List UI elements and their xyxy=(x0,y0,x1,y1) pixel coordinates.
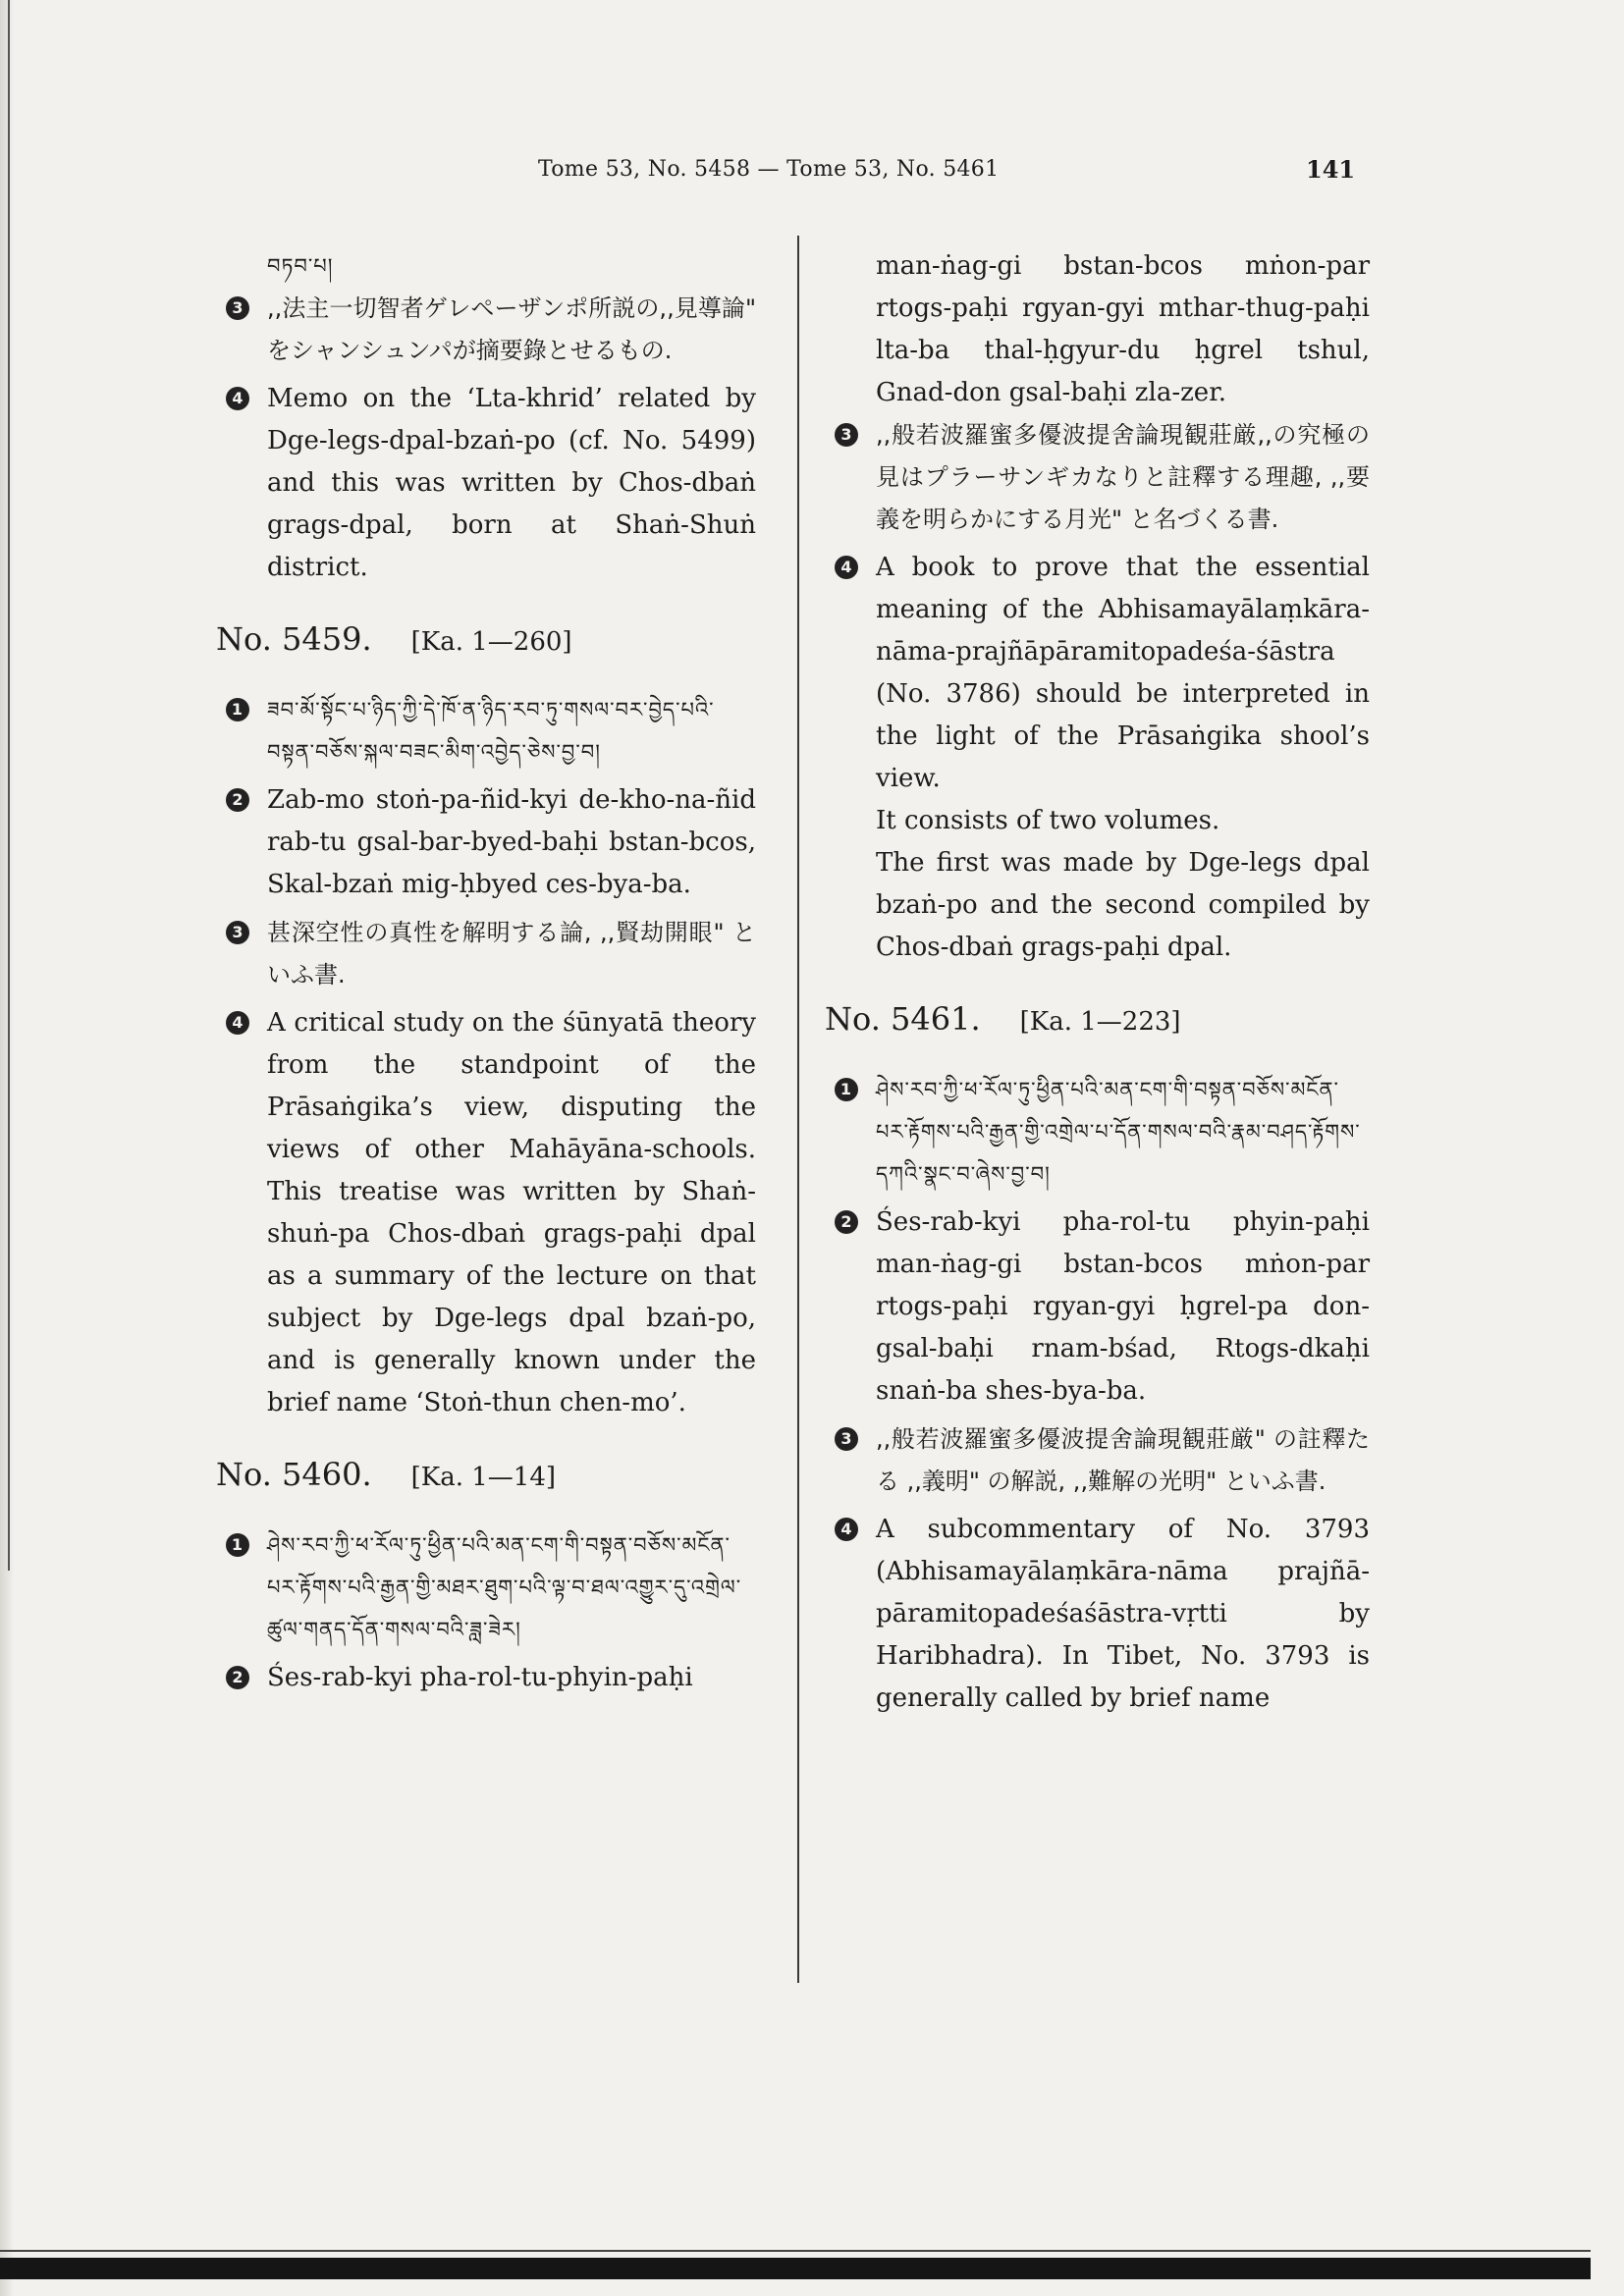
japanese-title xyxy=(835,414,1370,541)
english-note xyxy=(835,547,1370,800)
tibetan-text: ཟབ་མོ་སྟོང་པ་ཉིད་ཀྱི་དེ་ཁོ་ན་ཉིད་རབ་ཏུ་གསལ་བར་བྱེད་པའི་བསྟན་བཅོས་སྐལ་བཟང་མིག་འབྱེད་ཅེས་བྱ་བ། xyxy=(267,698,715,764)
marker-3: 3 xyxy=(835,423,858,447)
tibetan-text: ཤེས་རབ་ཀྱི་ཕ་རོལ་ཏུ་ཕྱིན་པའི་མན་ངག་གི་བསྟན་བཅོས་མངོན་པར་རྟོགས་པའི་རྒྱན་གྱི་འགྲེལ་པ་དོན་གསལ་བའི་རྣམ་བཤད་རྟོགས་དཀའི་སྣང་བ་ཞེས་བྱ་བ། xyxy=(876,1078,1361,1186)
entry-heading-5460 xyxy=(216,1454,756,1499)
entry-range: [Ka. 1—260] xyxy=(410,627,572,657)
entry-number: No. 5461. xyxy=(825,1000,981,1038)
english-note xyxy=(835,1509,1370,1720)
english-text: A critical study on the śūnyatā theory from the standpoint of the Prāsaṅgika’s view, disputing the views of other Mahāyāna-schools. This treatise was written by Shaṅ-shuṅ-pa Chos-dbaṅ grags-paḥi dpal as a summary of the lecture on that subject by Dge-legs dpal bzaṅ-po, and is generally known under the brief name ‘Stoṅ-thun chen-mo’. xyxy=(267,1008,756,1417)
page-number: 141 xyxy=(1306,155,1356,184)
japanese-title xyxy=(226,288,756,372)
english-note xyxy=(226,1002,756,1424)
marker-4: 4 xyxy=(226,1011,249,1035)
transliteration xyxy=(835,1201,1370,1413)
english-text: A book to prove that the essential meaning of the Abhisamayālaṃkāra-nāma-prajñāpāramitopadeśa-śāstra (No. 3786) should be interpreted in the light of the Prāsaṅgika shool’s view. xyxy=(876,553,1370,793)
tibetan-text: ཤེས་རབ་ཀྱི་ཕ་རོལ་ཏུ་ཕྱིན་པའི་མན་ངག་གི་བསྟན་བཅོས་མངོན་པར་རྟོགས་པའི་རྒྱན་གྱི་མཐར་ཐུག་པའི་ལྟ་བ་ཐལ་འགྱུར་དུ་འགྲེལ་ཚུལ་གནད་དོན་གསལ་བའི་ཟླ་ཟེར། xyxy=(267,1533,742,1641)
transliteration-text: Śes-rab-kyi pha-rol-tu-phyin-paḥi xyxy=(267,1663,693,1692)
marker-4: 4 xyxy=(835,1518,858,1541)
marker-4: 4 xyxy=(835,556,858,579)
scan-edge xyxy=(0,0,14,2296)
entry-number: No. 5459. xyxy=(216,620,372,658)
entry-range: [Ka. 1—223] xyxy=(1019,1007,1181,1037)
bottom-scan-bar xyxy=(0,2258,1591,2279)
marker-2: 2 xyxy=(226,788,249,812)
entry-number: No. 5460. xyxy=(216,1456,372,1493)
tibetan-title xyxy=(835,1069,1370,1196)
marker-2: 2 xyxy=(226,1666,249,1689)
english-text: It consists of two volumes. xyxy=(876,806,1220,835)
tibetan-title xyxy=(226,689,756,774)
japanese-text: ,,般若波羅蜜多優波提舍論現観莊厳" の註釋たる ,,義明" の解説, ,,難解の光明" といふ書. xyxy=(876,1425,1370,1495)
bottom-rule xyxy=(0,2250,1591,2252)
marker-3: 3 xyxy=(226,921,249,944)
transliteration-continued: man-ṅag-gi bstan-bcos mṅon-par rtogs-paḥi rgyan-gyi mthar-thug-paḥi lta-ba thal-ḥgyur-du ḥgrel tshul, Gnad-don gsal-baḥi zla-zer. xyxy=(876,251,1370,407)
japanese-text: ,,法主一切智者ゲレペーザンポ所説の,,見導論" をシャンシュンパが摘要錄とせるもの. xyxy=(267,294,756,364)
japanese-text: 甚深空性の真性を解明する論, ,,賢劫開眼" といふ書. xyxy=(267,919,756,988)
binding-edge-line xyxy=(8,0,10,1571)
marker-1: 1 xyxy=(226,1533,249,1557)
entry-heading-5459 xyxy=(216,618,756,664)
english-text: The first was made by Dge-legs dpal bzaṅ-po and the second compiled by Chos-dbaṅ grags-paḥi dpal. xyxy=(876,848,1370,962)
entry-range: [Ka. 1—14] xyxy=(410,1463,557,1492)
marker-3: 3 xyxy=(226,296,249,320)
english-text: A subcommentary of No. 3793 (Abhisamayālaṃkāra-nāma prajñā-pāramitopadeśaśāstra-vṛtti by Haribhadra). In Tibet, No. 3793 is generally called by brief name xyxy=(876,1515,1370,1713)
tibetan-title-tail: བཏབ་པ། xyxy=(267,254,334,278)
left-column xyxy=(216,245,756,1699)
tibetan-title xyxy=(226,1524,756,1651)
running-head: Tome 53, No. 5458 — Tome 53, No. 5461 xyxy=(538,157,1000,182)
marker-4: 4 xyxy=(226,387,249,410)
transliteration xyxy=(226,779,756,906)
right-column xyxy=(825,245,1370,1720)
transliteration xyxy=(226,1657,756,1699)
marker-1: 1 xyxy=(226,698,249,721)
entry-heading-5461 xyxy=(825,998,1370,1043)
japanese-title xyxy=(835,1418,1370,1503)
english-text: Memo on the ‘Lta-khrid’ related by Dge-legs-dpal-bzaṅ-po (cf. No. 5499) and this was written by Chos-dbaṅ grags-dpal, born at Shaṅ-Shuṅ district. xyxy=(267,384,756,582)
japanese-title xyxy=(226,912,756,996)
japanese-text: ,,般若波羅蜜多優波提舍論現観莊厳,,の究極の見はプラーサンギカなりと註釋する理趣, ,,要義を明らかにする月光" と名づくる書. xyxy=(876,421,1370,533)
marker-2: 2 xyxy=(835,1210,858,1234)
transliteration-text: Zab-mo stoṅ-pa-ñid-kyi de-kho-na-ñid rab-tu gsal-bar-byed-baḥi bstan-bcos, Skal-bzaṅ mig-ḥbyed ces-bya-ba. xyxy=(267,785,756,899)
marker-3: 3 xyxy=(835,1427,858,1451)
marker-1: 1 xyxy=(835,1078,858,1101)
english-note xyxy=(226,378,756,589)
transliteration-text: Śes-rab-kyi pha-rol-tu phyin-paḥi man-ṅag-gi bstan-bcos mṅon-par rtogs-paḥi rgyan-gyi ḥgrel-pa don-gsal-baḥi rnam-bśad, Rtogs-dkaḥi snaṅ-ba shes-bya-ba. xyxy=(876,1207,1370,1406)
column-divider xyxy=(797,236,799,1983)
